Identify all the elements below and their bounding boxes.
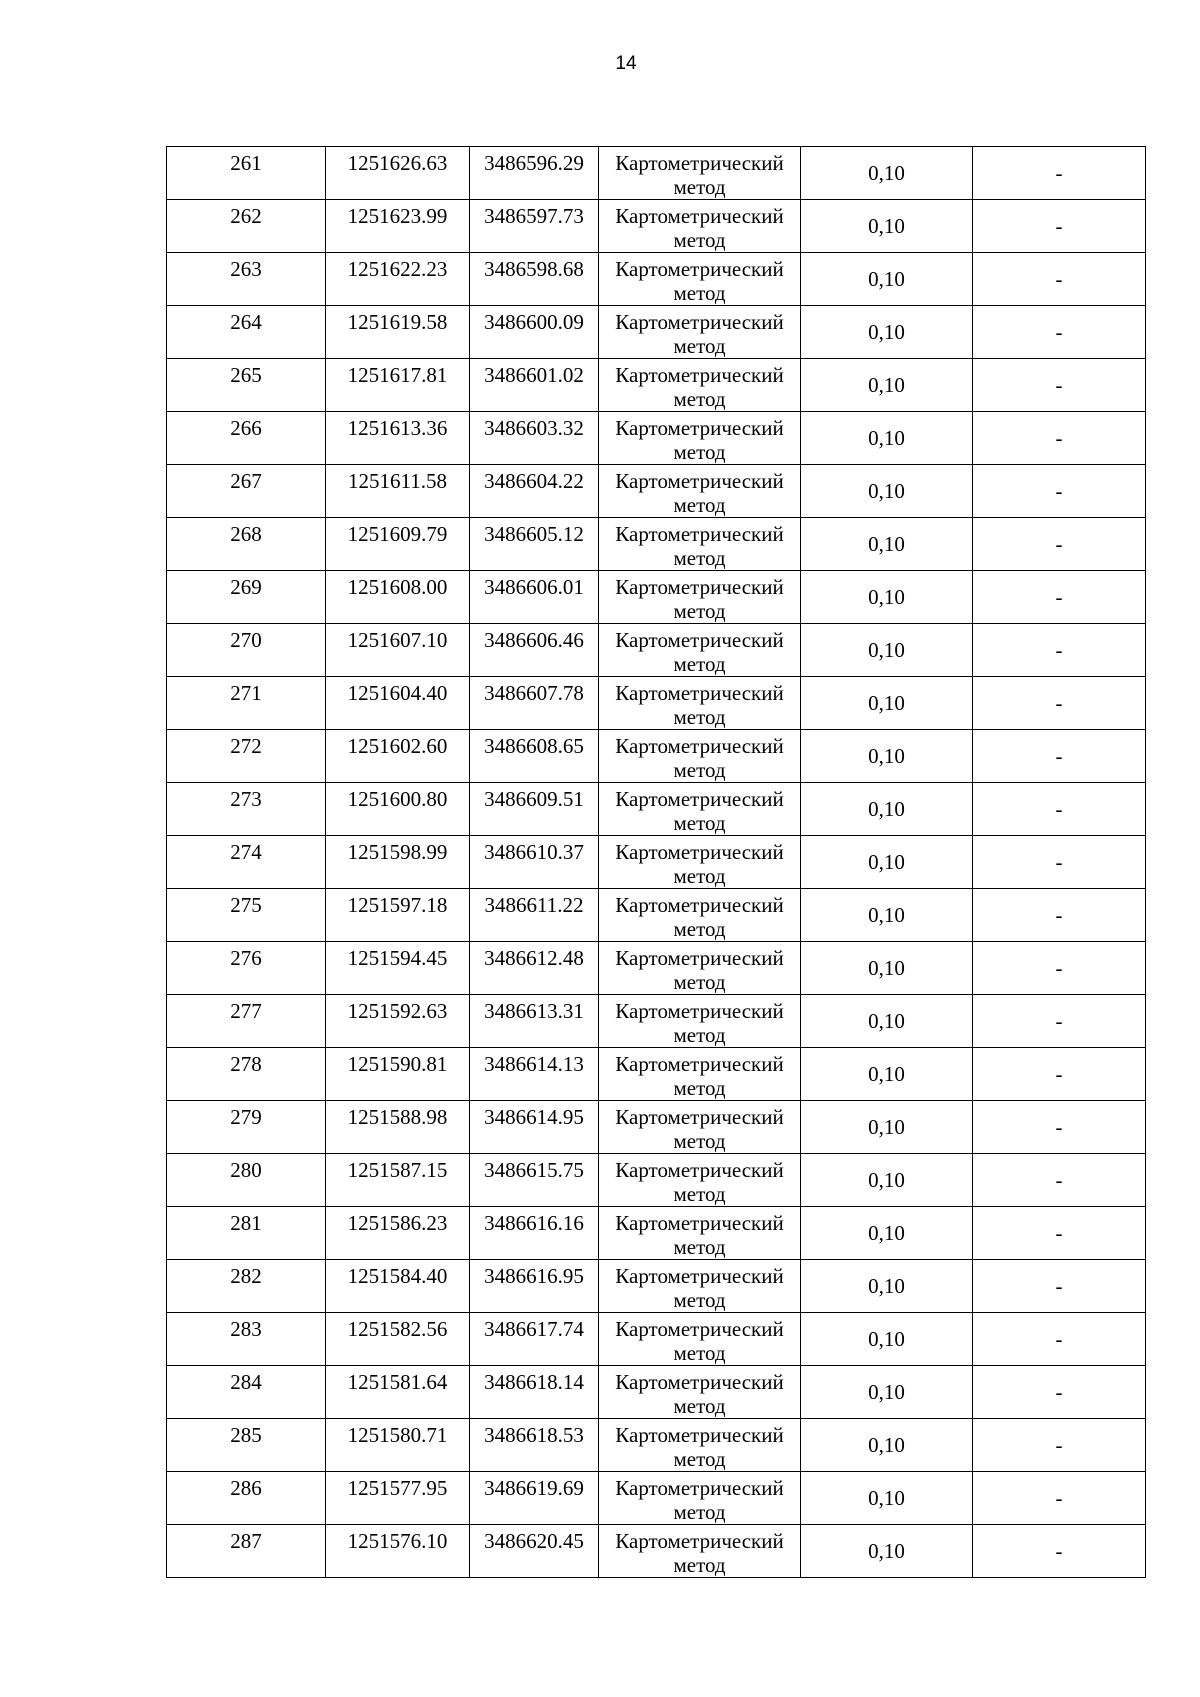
method-cell	[599, 1260, 801, 1313]
accuracy-cell: 0,10	[801, 624, 973, 677]
method-line-1: Картометрический	[615, 469, 784, 493]
table-row	[167, 1366, 1146, 1419]
note-cell: -	[973, 1366, 1146, 1419]
table-row	[167, 942, 1146, 995]
point-number-cell: 275	[167, 889, 326, 942]
note-cell: -	[973, 1525, 1146, 1578]
method-line-2: метод	[673, 1288, 726, 1312]
method-line-2: метод	[673, 705, 726, 729]
note-cell: -	[973, 1260, 1146, 1313]
table-row	[167, 200, 1146, 253]
x-coordinate-cell: 1251586.23	[326, 1207, 470, 1260]
point-number-cell: 281	[167, 1207, 326, 1260]
x-coordinate-cell: 1251587.15	[326, 1154, 470, 1207]
note-cell: -	[973, 624, 1146, 677]
method-line-2: метод	[673, 1394, 726, 1418]
accuracy-cell: 0,10	[801, 253, 973, 306]
method-cell	[599, 942, 801, 995]
y-coordinate-cell: 3486601.02	[470, 359, 599, 412]
point-number-cell: 283	[167, 1313, 326, 1366]
accuracy-cell: 0,10	[801, 359, 973, 412]
method-cell	[599, 1313, 801, 1366]
point-number-cell: 273	[167, 783, 326, 836]
y-coordinate-cell: 3486610.37	[470, 836, 599, 889]
x-coordinate-cell: 1251609.79	[326, 518, 470, 571]
note-cell: -	[973, 147, 1146, 200]
method-line-2: метод	[673, 334, 726, 358]
method-line-1: Картометрический	[615, 151, 784, 175]
point-number-cell: 271	[167, 677, 326, 730]
table-row	[167, 1101, 1146, 1154]
note-cell: -	[973, 1472, 1146, 1525]
method-line-2: метод	[673, 652, 726, 676]
table-row	[167, 995, 1146, 1048]
method-line-1: Картометрический	[615, 416, 784, 440]
method-line-1: Картометрический	[615, 363, 784, 387]
y-coordinate-cell: 3486619.69	[470, 1472, 599, 1525]
y-coordinate-cell: 3486618.14	[470, 1366, 599, 1419]
accuracy-cell: 0,10	[801, 889, 973, 942]
table-row	[167, 1207, 1146, 1260]
y-coordinate-cell: 3486614.13	[470, 1048, 599, 1101]
note-cell: -	[973, 518, 1146, 571]
point-number-cell: 284	[167, 1366, 326, 1419]
x-coordinate-cell: 1251613.36	[326, 412, 470, 465]
point-number-cell: 278	[167, 1048, 326, 1101]
y-coordinate-cell: 3486606.01	[470, 571, 599, 624]
y-coordinate-cell: 3486605.12	[470, 518, 599, 571]
method-line-2: метод	[673, 811, 726, 835]
accuracy-cell: 0,10	[801, 1154, 973, 1207]
method-line-1: Картометрический	[615, 946, 784, 970]
note-cell: -	[973, 1419, 1146, 1472]
method-cell	[599, 677, 801, 730]
point-number-cell: 266	[167, 412, 326, 465]
accuracy-cell: 0,10	[801, 412, 973, 465]
method-cell	[599, 412, 801, 465]
y-coordinate-cell: 3486613.31	[470, 995, 599, 1048]
x-coordinate-cell: 1251581.64	[326, 1366, 470, 1419]
x-coordinate-cell: 1251626.63	[326, 147, 470, 200]
method-cell	[599, 783, 801, 836]
note-cell: -	[973, 571, 1146, 624]
method-line-1: Картометрический	[615, 1052, 784, 1076]
x-coordinate-cell: 1251580.71	[326, 1419, 470, 1472]
accuracy-cell: 0,10	[801, 942, 973, 995]
table-row	[167, 1472, 1146, 1525]
y-coordinate-cell: 3486598.68	[470, 253, 599, 306]
method-line-1: Картометрический	[615, 575, 784, 599]
x-coordinate-cell: 1251611.58	[326, 465, 470, 518]
method-line-1: Картометрический	[615, 1370, 784, 1394]
table-row	[167, 836, 1146, 889]
x-coordinate-cell: 1251623.99	[326, 200, 470, 253]
y-coordinate-cell: 3486611.22	[470, 889, 599, 942]
point-number-cell: 287	[167, 1525, 326, 1578]
accuracy-cell: 0,10	[801, 1313, 973, 1366]
method-line-2: метод	[673, 281, 726, 305]
accuracy-cell: 0,10	[801, 783, 973, 836]
accuracy-cell: 0,10	[801, 730, 973, 783]
method-line-2: метод	[673, 228, 726, 252]
accuracy-cell: 0,10	[801, 1048, 973, 1101]
y-coordinate-cell: 3486604.22	[470, 465, 599, 518]
table-row	[167, 730, 1146, 783]
method-line-1: Картометрический	[615, 999, 784, 1023]
method-line-2: метод	[673, 1023, 726, 1047]
method-line-1: Картометрический	[615, 310, 784, 334]
accuracy-cell: 0,10	[801, 1472, 973, 1525]
accuracy-cell: 0,10	[801, 836, 973, 889]
accuracy-cell: 0,10	[801, 200, 973, 253]
method-cell	[599, 1207, 801, 1260]
method-cell	[599, 147, 801, 200]
method-line-2: метод	[673, 758, 726, 782]
method-line-1: Картометрический	[615, 1476, 784, 1500]
x-coordinate-cell: 1251590.81	[326, 1048, 470, 1101]
table-row	[167, 889, 1146, 942]
note-cell: -	[973, 1207, 1146, 1260]
method-line-1: Картометрический	[615, 204, 784, 228]
accuracy-cell: 0,10	[801, 1101, 973, 1154]
table-row	[167, 783, 1146, 836]
table-row	[167, 253, 1146, 306]
point-number-cell: 272	[167, 730, 326, 783]
note-cell: -	[973, 253, 1146, 306]
method-cell	[599, 253, 801, 306]
x-coordinate-cell: 1251594.45	[326, 942, 470, 995]
method-cell	[599, 1366, 801, 1419]
accuracy-cell: 0,10	[801, 677, 973, 730]
method-line-2: метод	[673, 917, 726, 941]
note-cell: -	[973, 836, 1146, 889]
accuracy-cell: 0,10	[801, 465, 973, 518]
x-coordinate-cell: 1251588.98	[326, 1101, 470, 1154]
table-row	[167, 465, 1146, 518]
method-line-1: Картометрический	[615, 1423, 784, 1447]
note-cell: -	[973, 995, 1146, 1048]
page-number: 14	[615, 53, 637, 74]
note-cell: -	[973, 465, 1146, 518]
method-line-1: Картометрический	[615, 257, 784, 281]
point-number-cell: 270	[167, 624, 326, 677]
point-number-cell: 261	[167, 147, 326, 200]
table-row	[167, 518, 1146, 571]
y-coordinate-cell: 3486620.45	[470, 1525, 599, 1578]
x-coordinate-cell: 1251597.18	[326, 889, 470, 942]
method-cell	[599, 1525, 801, 1578]
y-coordinate-cell: 3486617.74	[470, 1313, 599, 1366]
method-line-2: метод	[673, 1341, 726, 1365]
method-line-2: метод	[673, 1447, 726, 1471]
y-coordinate-cell: 3486597.73	[470, 200, 599, 253]
note-cell: -	[973, 1313, 1146, 1366]
method-line-2: метод	[673, 546, 726, 570]
y-coordinate-cell: 3486603.32	[470, 412, 599, 465]
table-body	[167, 147, 1146, 1578]
y-coordinate-cell: 3486609.51	[470, 783, 599, 836]
accuracy-cell: 0,10	[801, 995, 973, 1048]
method-cell	[599, 200, 801, 253]
method-cell	[599, 730, 801, 783]
method-line-2: метод	[673, 440, 726, 464]
table-row	[167, 1048, 1146, 1101]
method-line-2: метод	[673, 1129, 726, 1153]
y-coordinate-cell: 3486600.09	[470, 306, 599, 359]
note-cell: -	[973, 730, 1146, 783]
table-row	[167, 1525, 1146, 1578]
point-number-cell: 263	[167, 253, 326, 306]
y-coordinate-cell: 3486606.46	[470, 624, 599, 677]
method-line-1: Картометрический	[615, 787, 784, 811]
note-cell: -	[973, 1154, 1146, 1207]
note-cell: -	[973, 1101, 1146, 1154]
x-coordinate-cell: 1251608.00	[326, 571, 470, 624]
method-line-1: Картометрический	[615, 1105, 784, 1129]
method-cell	[599, 889, 801, 942]
accuracy-cell: 0,10	[801, 1260, 973, 1313]
point-number-cell: 277	[167, 995, 326, 1048]
point-number-cell: 274	[167, 836, 326, 889]
method-line-2: метод	[673, 599, 726, 623]
table-row	[167, 1419, 1146, 1472]
x-coordinate-cell: 1251576.10	[326, 1525, 470, 1578]
x-coordinate-cell: 1251592.63	[326, 995, 470, 1048]
point-number-cell: 279	[167, 1101, 326, 1154]
accuracy-cell: 0,10	[801, 147, 973, 200]
note-cell: -	[973, 889, 1146, 942]
point-number-cell: 280	[167, 1154, 326, 1207]
accuracy-cell: 0,10	[801, 1525, 973, 1578]
method-line-1: Картометрический	[615, 1529, 784, 1553]
point-number-cell: 265	[167, 359, 326, 412]
table-row	[167, 1260, 1146, 1313]
method-line-1: Картометрический	[615, 628, 784, 652]
note-cell: -	[973, 783, 1146, 836]
y-coordinate-cell: 3486608.65	[470, 730, 599, 783]
method-cell	[599, 624, 801, 677]
x-coordinate-cell: 1251607.10	[326, 624, 470, 677]
method-line-2: метод	[673, 864, 726, 888]
x-coordinate-cell: 1251604.40	[326, 677, 470, 730]
point-number-cell: 286	[167, 1472, 326, 1525]
x-coordinate-cell: 1251600.80	[326, 783, 470, 836]
y-coordinate-cell: 3486615.75	[470, 1154, 599, 1207]
method-line-1: Картометрический	[615, 1264, 784, 1288]
method-line-1: Картометрический	[615, 840, 784, 864]
y-coordinate-cell: 3486607.78	[470, 677, 599, 730]
note-cell: -	[973, 677, 1146, 730]
x-coordinate-cell: 1251622.23	[326, 253, 470, 306]
method-line-2: метод	[673, 1076, 726, 1100]
method-cell	[599, 836, 801, 889]
accuracy-cell: 0,10	[801, 571, 973, 624]
method-cell	[599, 518, 801, 571]
accuracy-cell: 0,10	[801, 1419, 973, 1472]
note-cell: -	[973, 1048, 1146, 1101]
x-coordinate-cell: 1251617.81	[326, 359, 470, 412]
method-cell	[599, 1472, 801, 1525]
point-number-cell: 285	[167, 1419, 326, 1472]
method-line-1: Картометрический	[615, 681, 784, 705]
table-row	[167, 359, 1146, 412]
note-cell: -	[973, 359, 1146, 412]
table-row	[167, 147, 1146, 200]
table-row	[167, 624, 1146, 677]
x-coordinate-cell: 1251602.60	[326, 730, 470, 783]
method-line-2: метод	[673, 1500, 726, 1524]
x-coordinate-cell: 1251619.58	[326, 306, 470, 359]
point-number-cell: 282	[167, 1260, 326, 1313]
method-cell	[599, 571, 801, 624]
point-number-cell: 268	[167, 518, 326, 571]
accuracy-cell: 0,10	[801, 1366, 973, 1419]
method-line-1: Картометрический	[615, 1317, 784, 1341]
note-cell: -	[973, 306, 1146, 359]
accuracy-cell: 0,10	[801, 518, 973, 571]
table-row	[167, 306, 1146, 359]
method-cell	[599, 465, 801, 518]
note-cell: -	[973, 412, 1146, 465]
method-cell	[599, 1048, 801, 1101]
point-number-cell: 264	[167, 306, 326, 359]
method-line-1: Картометрический	[615, 734, 784, 758]
point-number-cell: 276	[167, 942, 326, 995]
y-coordinate-cell: 3486596.29	[470, 147, 599, 200]
method-line-2: метод	[673, 1553, 726, 1577]
method-line-2: метод	[673, 387, 726, 411]
method-line-2: метод	[673, 970, 726, 994]
y-coordinate-cell: 3486612.48	[470, 942, 599, 995]
method-cell	[599, 995, 801, 1048]
y-coordinate-cell: 3486618.53	[470, 1419, 599, 1472]
method-cell	[599, 306, 801, 359]
point-number-cell: 262	[167, 200, 326, 253]
method-cell	[599, 1419, 801, 1472]
table-row	[167, 1154, 1146, 1207]
method-line-2: метод	[673, 175, 726, 199]
method-line-1: Картометрический	[615, 522, 784, 546]
accuracy-cell: 0,10	[801, 306, 973, 359]
point-number-cell: 269	[167, 571, 326, 624]
method-line-2: метод	[673, 493, 726, 517]
y-coordinate-cell: 3486614.95	[470, 1101, 599, 1154]
x-coordinate-cell: 1251598.99	[326, 836, 470, 889]
accuracy-cell: 0,10	[801, 1207, 973, 1260]
y-coordinate-cell: 3486616.95	[470, 1260, 599, 1313]
note-cell: -	[973, 200, 1146, 253]
method-cell	[599, 1154, 801, 1207]
method-cell	[599, 1101, 801, 1154]
table-row	[167, 677, 1146, 730]
method-line-1: Картометрический	[615, 1158, 784, 1182]
coordinates-table	[166, 146, 1146, 1578]
y-coordinate-cell: 3486616.16	[470, 1207, 599, 1260]
x-coordinate-cell: 1251584.40	[326, 1260, 470, 1313]
table-row	[167, 412, 1146, 465]
method-cell	[599, 359, 801, 412]
table-row	[167, 1313, 1146, 1366]
note-cell: -	[973, 942, 1146, 995]
method-line-2: метод	[673, 1235, 726, 1259]
table-row	[167, 571, 1146, 624]
method-line-2: метод	[673, 1182, 726, 1206]
x-coordinate-cell: 1251582.56	[326, 1313, 470, 1366]
method-line-1: Картометрический	[615, 893, 784, 917]
x-coordinate-cell: 1251577.95	[326, 1472, 470, 1525]
point-number-cell: 267	[167, 465, 326, 518]
method-line-1: Картометрический	[615, 1211, 784, 1235]
